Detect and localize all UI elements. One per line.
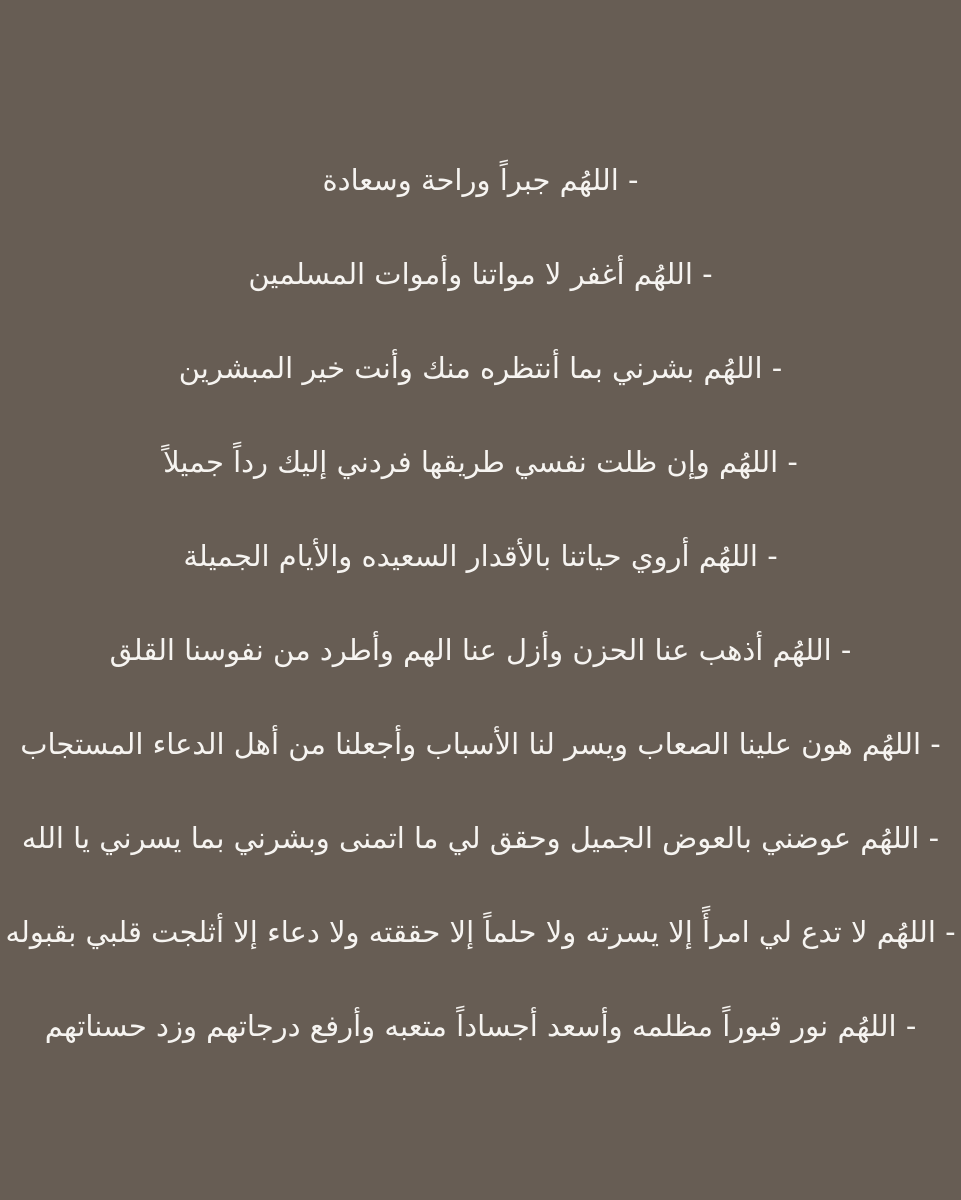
prayer-line: - اللهُم بشرني بما أنتظره منك وأنت خير المبشرين [178,351,783,385]
prayer-line: - اللهُم عوضني بالعوض الجميل وحقق لي ما اتمنى وبشرني بما يسرني يا الله [21,821,940,855]
prayer-line: - اللهُم هون علينا الصعاب ويسر لنا الأسباب وأجعلنا من أهل الدعاء المستجاب [20,727,941,761]
prayer-line: - اللهُم أغفر لا مواتنا وأموات المسلمين [248,257,713,291]
prayer-line: - اللهُم جبراً وراحة وسعادة [322,163,639,197]
prayer-line: - اللهُم أروي حياتنا بالأقدار السعيده والأيام الجميلة [183,539,778,573]
prayer-line: - اللهُم أذهب عنا الحزن وأزل عنا الهم وأطرد من نفوسنا القلق [109,633,852,667]
prayer-line: - اللهُم وإن ظلت نفسي طريقها فردني إليك رداً جميلاً [163,445,798,479]
prayer-line: - اللهُم نور قبوراً مظلمه وأسعد أجساداً متعبه وأرفع درجاتهم وزد حسناتهم [44,1009,917,1043]
prayer-line: - اللهُم لا تدع لي امرأً إلا يسرته ولا حلماً إلا حققته ولا دعاء إلا أثلجت قلبي بقبوله [5,915,956,949]
